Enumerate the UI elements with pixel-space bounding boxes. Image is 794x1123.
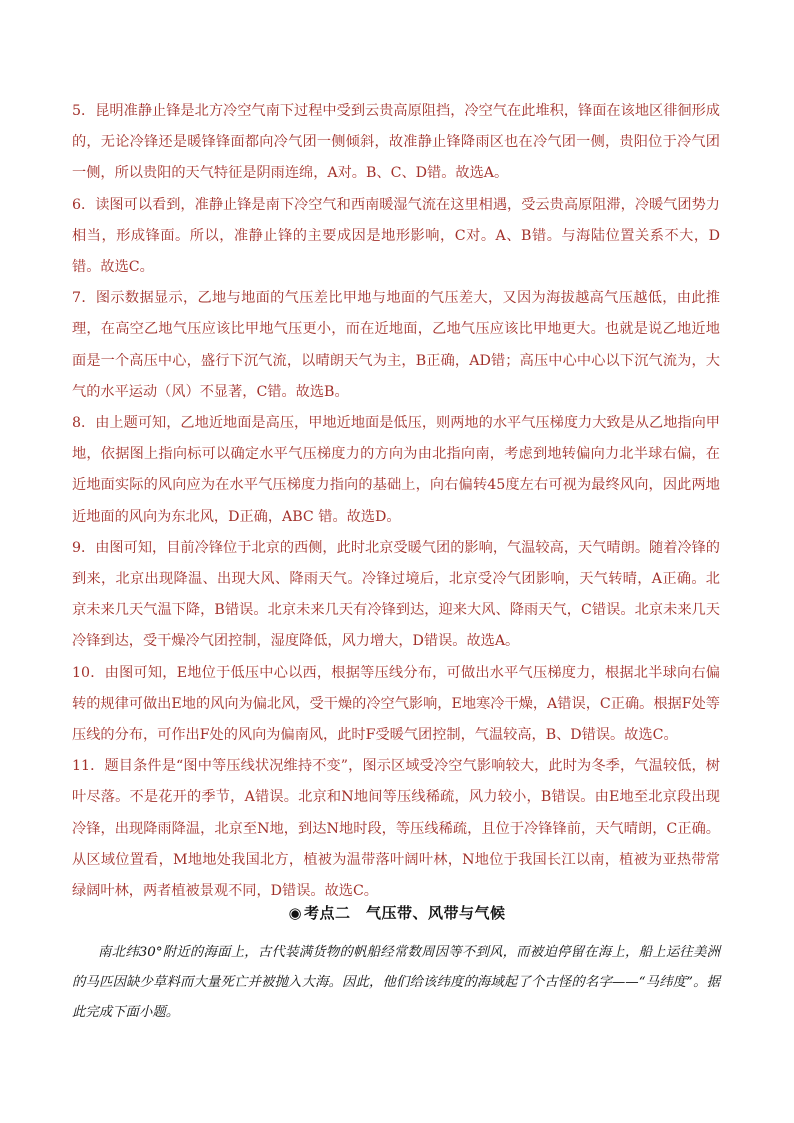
answer-5: 5．昆明准静止锋是北方冷空气南下过程中受到云贵高原阻挡，冷空气在此堆积，锋面在该地区徘徊形成的，无论冷锋还是暖锋锋面都向冷气团一侧倾斜，故准静止锋降雨区也在冷气团一侧，贵阳位于冷气团一侧，所以贵阳的天气特征是阴雨连绵，A对。B、C、D错。故选A。 <box>72 103 720 182</box>
answer-10: 10．由图可知，E地位于低压中心以西，根据等压线分布，可做出水平气压梯度力，根据北半球向右偏转的规律可做出E地的风向为偏北风，受干燥的冷空气影响，E地寒冷干燥，A错误，C正确。根据F处等压线的分布，可作出F处的风向为偏南风，此时F受暖气团控制，气温较高，B、D错误。故选C。 <box>72 664 720 744</box>
answer-11: 11．题目条件是“图中等压线状况维持不变”，图示区域受冷空气影响较大，此时为冬季，气温较低，树叶尽落。不是花开的季节，A错误。北京和N地间等压线稀疏，风力较小，B错误。由E地至北京段出现冷锋，出现降雨降温，北京至N地，到达N地时段，等压线稀疏，且位于冷锋锋前，天气晴朗，C正确。从区域位置看，M地地处我国北方，植被为温带落叶阔叶林，N地位于我国长江以南，植被为亚热带常绿阔叶林，两者植被景观不同，D错误。故选C。 <box>72 758 720 900</box>
answer-7: 7．图示数据显示，乙地与地面的气压差比甲地与地面的气压差大，又因为海拔越高气压越低，由此推理，在高空乙地气压应该比甲地气压更小，而在近地面，乙地气压应该比甲地更大。也就是说乙地近地面是一个高压中心，盛行下沉气流，以晴朗天气为主，B正确，AD错；高压中心中心以下沉气流为，大气的水平运动（风）不显著，C错。故选B。 <box>72 290 720 400</box>
answer-6: 6．读图可以看到，准静止锋是南下冷空气和西南暖湿气流在这里相遇，受云贵高原阻滞，冷暖气团势力相当，形成锋面。所以，准静止锋的主要成因是地形影响，C对。A、B错。与海陆位置关系不大，D错。故选C。 <box>72 196 720 276</box>
section-heading-text: 考点二 气压带、风带与气候 <box>304 904 506 922</box>
reading-passage <box>72 938 720 1028</box>
answer-explanations <box>72 96 720 907</box>
answer-9: 9．由图可知，目前冷锋位于北京的西侧，此时北京受暖气团的影响，气温较高，天气晴朗。随着冷锋的到来，北京出现降温、出现大风、降雨天气。冷锋过境后，北京受冷气团影响，天气转晴，A正确。北京未来几天气温下降，B错误。北京未来几天有冷锋到达，迎来大风、降雨天气，C错误。北京未来几天冷锋到达，受干燥冷气团控制，湿度降低，风力增大，D错误。故选A。 <box>72 539 720 650</box>
section-heading <box>0 902 794 923</box>
answer-8: 8．由上题可知，乙地近地面是高压，甲地近地面是低压，则两地的水平气压梯度力大致是从乙地指向甲地，依据图上指向标可以确定水平气压梯度力的方向为由北指向南，考虑到地转偏向力北半球右偏，在近地面实际的风向应为在水平气压梯度力指向的基础上，向右偏转45度左右可视为最终风向，因此两地近地面的风向为东北风，D正确，ABC 错。故选D。 <box>72 415 720 525</box>
passage-paragraph: 南北纬30°附近的海面上，古代装满货物的帆船经常数周因等不到风，而被迫停留在海上，船上运往美洲的马匹因缺少草料而大量死亡并被抛入大海。因此，他们给该纬度的海域起了个古怪的名字——“马纬度”。据此完成下面小题。 <box>72 945 720 1020</box>
target-bullet-icon: ◉ <box>288 904 303 922</box>
